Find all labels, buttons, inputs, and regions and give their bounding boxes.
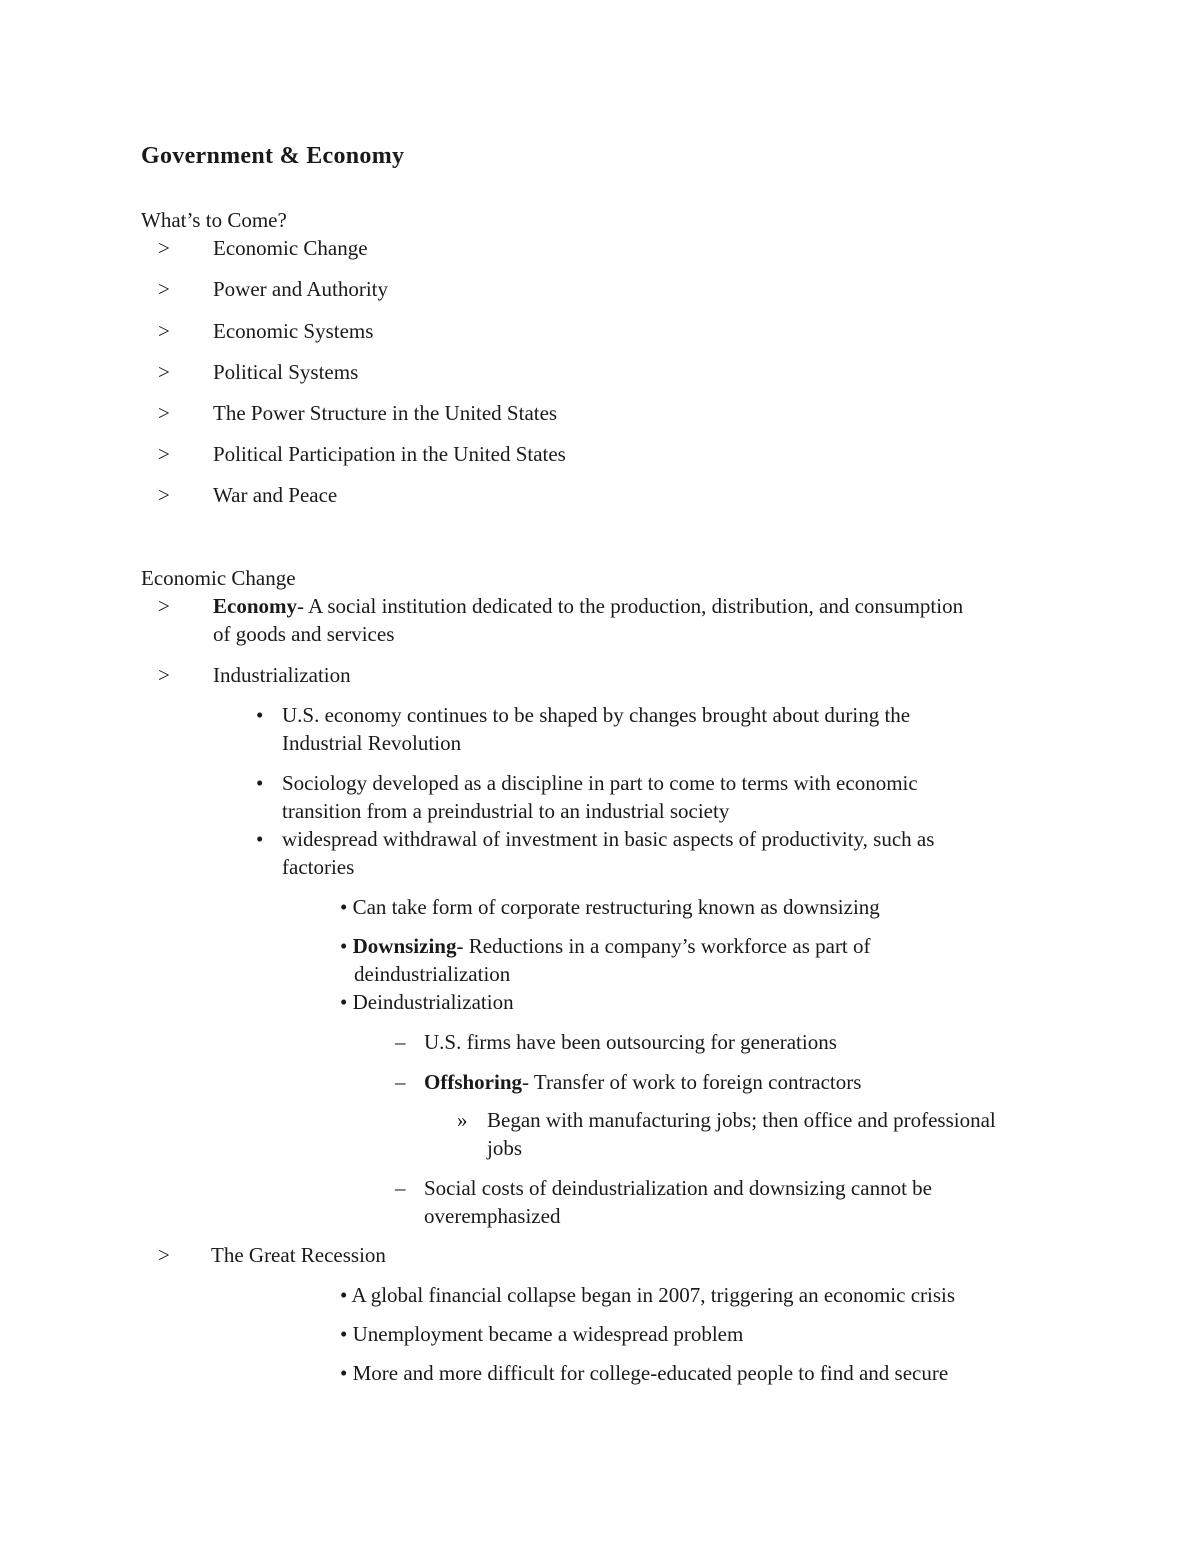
arrow-marker: > <box>158 663 170 687</box>
term-downsizing: Downsizing <box>352 934 457 958</box>
bullet-marker: • <box>256 827 264 851</box>
list-item: • Can take form of corporate restructuring known as downsizing <box>340 895 880 919</box>
arrow-marker: > <box>158 401 170 425</box>
list-item-continuation: deindustrialization <box>354 962 511 986</box>
bullet-marker: • <box>340 1283 348 1307</box>
bullet-marker: • <box>340 1361 348 1385</box>
arrow-marker: > <box>158 360 170 384</box>
list-item-continuation: jobs <box>487 1136 523 1160</box>
bullet-marker: • <box>340 1322 348 1346</box>
arrow-marker: > <box>158 277 170 301</box>
arrow-marker: > <box>158 319 170 343</box>
page-title: Government & Economy <box>141 143 405 169</box>
bullet-marker: • <box>340 934 348 958</box>
arrow-marker: > <box>158 1243 170 1267</box>
dash-marker: – <box>395 1030 406 1054</box>
dash-marker: – <box>395 1176 406 1200</box>
bullet-marker: • <box>340 895 348 919</box>
list-item: • Unemployment became a widespread problem <box>340 1322 744 1346</box>
document-page: Government & Economy What’s to Come? > Economic Change > Power and Authority > Economic Systems > Political Systems > The Power Structure in the United States > Political Participation in the United States > War and Peace Economic Change > Economy- A social institution dedicated to the production, distribution, and consumption of goods and services > Industrialization • U.S. economy continues to be shaped by changes brought about during the Industrial Revolution • Sociology developed as a discipline in part to come to terms with economic transition from a preindustrial to an industrial society • widespread withdrawal of investment in basic aspects of productivity, such as factories • Can take form of corporate restructuring known as downsizing • Downsizing- Reductions in a company’s workforce as part of deindustrialization • Deindustrialization – U.S. firms have been outsourcing for generations – Offshoring- Transfer of work to foreign contractors » Began with manufacturing jobs; then office and professional jobs – Social costs of deindustrialization and downsizing cannot be overemphasized > The Great Recession • A global financial collapse began in 2007, triggering an economic crisis • Unemployment became a widespread problem • More and more difficult for college-educated people to find and secure <box>141 143 996 1385</box>
guillemet-marker: » <box>457 1108 468 1132</box>
arrow-marker: > <box>158 594 170 618</box>
section-heading-whats-to-come: What’s to Come? <box>141 208 287 232</box>
list-item-continuation: transition from a preindustrial to an industrial society <box>282 799 730 823</box>
bullet-marker: • <box>340 990 348 1014</box>
section-heading-economic-change: Economic Change <box>141 566 296 590</box>
arrow-marker: > <box>158 442 170 466</box>
list-item-continuation: overemphasized <box>424 1204 561 1228</box>
list-item: • More and more difficult for college-educated people to find and secure <box>340 1361 949 1385</box>
arrow-marker: > <box>158 483 170 507</box>
dash-marker: – <box>395 1070 406 1094</box>
list-item-continuation: Industrial Revolution <box>282 731 462 755</box>
list-item-continuation: factories <box>282 855 355 879</box>
list-item-downsizing: • Downsizing- Reductions in a company’s workforce as part of <box>340 934 871 958</box>
bullet-marker: • <box>256 703 264 727</box>
bullet-marker: • <box>256 771 264 795</box>
list-item: • Deindustrialization <box>340 990 514 1014</box>
arrow-marker: > <box>158 236 170 260</box>
term-economy: Economy <box>213 594 297 618</box>
list-item: • A global financial collapse began in 2007, triggering an economic crisis <box>340 1283 956 1307</box>
list-item-continuation: of goods and services <box>213 622 395 646</box>
term-offshoring: Offshoring <box>424 1070 523 1094</box>
